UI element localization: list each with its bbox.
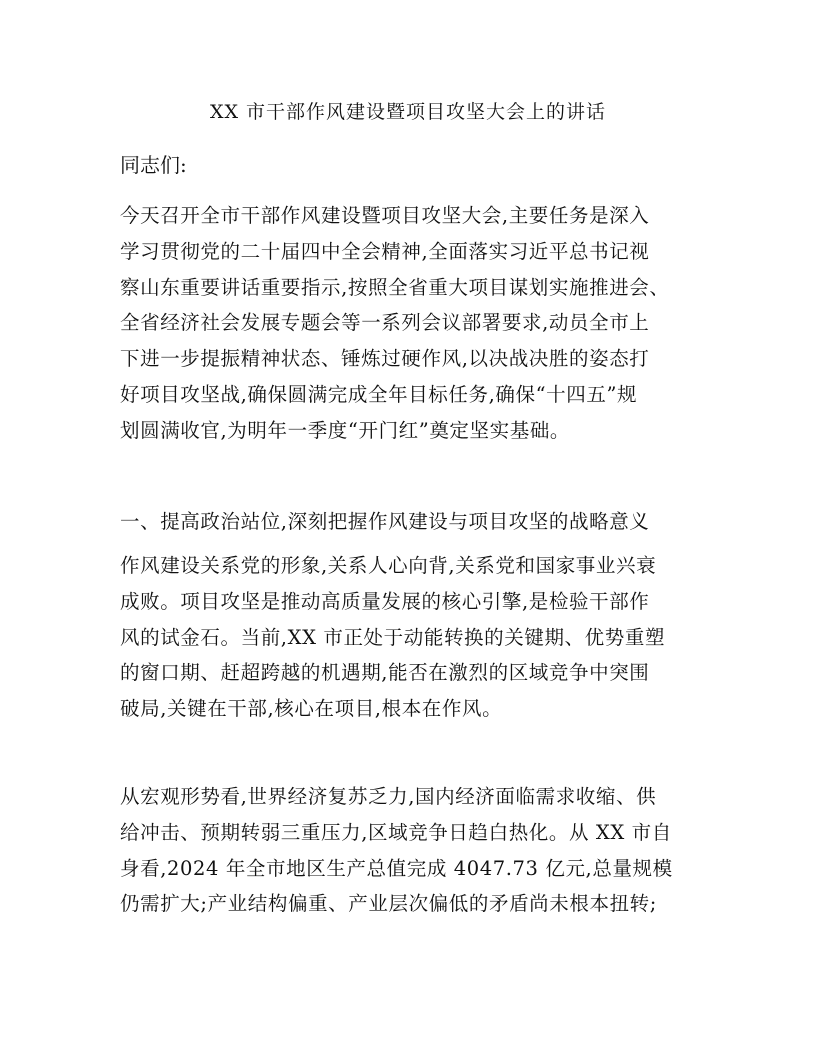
paragraph-line: 的窗口期、赶超跨越的机遇期,能否在激烈的区域竞争中突围 — [120, 661, 650, 685]
salutation: 同志们: — [120, 153, 187, 177]
paragraph-line: 学习贯彻党的二十届四中全会精神,全面落实习近平总书记视 — [120, 239, 650, 263]
paragraph-line: 给冲击、预期转弱三重压力,区域竞争日趋白热化。从 XX 市自 — [120, 820, 672, 844]
paragraph-line: 从宏观形势看,世界经济复苏乏力,国内经济面临需求收缩、供 — [120, 785, 657, 808]
paragraph-1 — [120, 198, 700, 449]
paragraph-line: 破局,关键在干部,核心在项目,根本在作风。 — [120, 697, 503, 721]
section-heading-1: 一、提高政治站位,深刻把握作风建设与项目攻坚的战略意义 — [120, 510, 650, 533]
paragraph-line: 下进一步提振精神状态、锤炼过硬作风,以决战决胜的姿态打 — [120, 347, 650, 371]
paragraph-line: 划圆满收官,为明年一季度“开门红”奠定坚实基础。 — [120, 418, 571, 442]
paragraph-line: 仍需扩大;产业结构偏重、产业层次偏低的矛盾尚未根本扭转; — [120, 892, 657, 916]
paragraph-line: 身看,2024 年全市地区生产总值完成 4047.73 亿元,总量规模 — [120, 856, 673, 880]
paragraph-2 — [120, 548, 700, 727]
document-title: XX 市干部作风建设暨项目攻坚大会上的讲话 — [209, 101, 607, 123]
paragraph-line: 全省经济社会发展专题会等一系列会议部署要求,动员全市上 — [120, 311, 650, 335]
paragraph-3 — [120, 779, 700, 922]
paragraph-line: 成败。项目攻坚是推动高质量发展的核心引擎,是检验干部作 — [120, 589, 650, 613]
paragraph-line: 风的试金石。当前,XX 市正处于动能转换的关键期、优势重塑 — [120, 625, 666, 649]
paragraph-line: 察山东重要讲话重要指示,按照全省重大项目谋划实施推进会、 — [120, 275, 670, 299]
paragraph-line: 好项目攻坚战,确保圆满完成全年目标任务,确保“十四五”规 — [120, 382, 638, 406]
paragraph-line: 今天召开全市干部作风建设暨项目攻坚大会,主要任务是深入 — [120, 204, 650, 227]
paragraph-line: 作风建设关系党的形象,关系人心向背,关系党和国家事业兴衰 — [120, 554, 657, 577]
